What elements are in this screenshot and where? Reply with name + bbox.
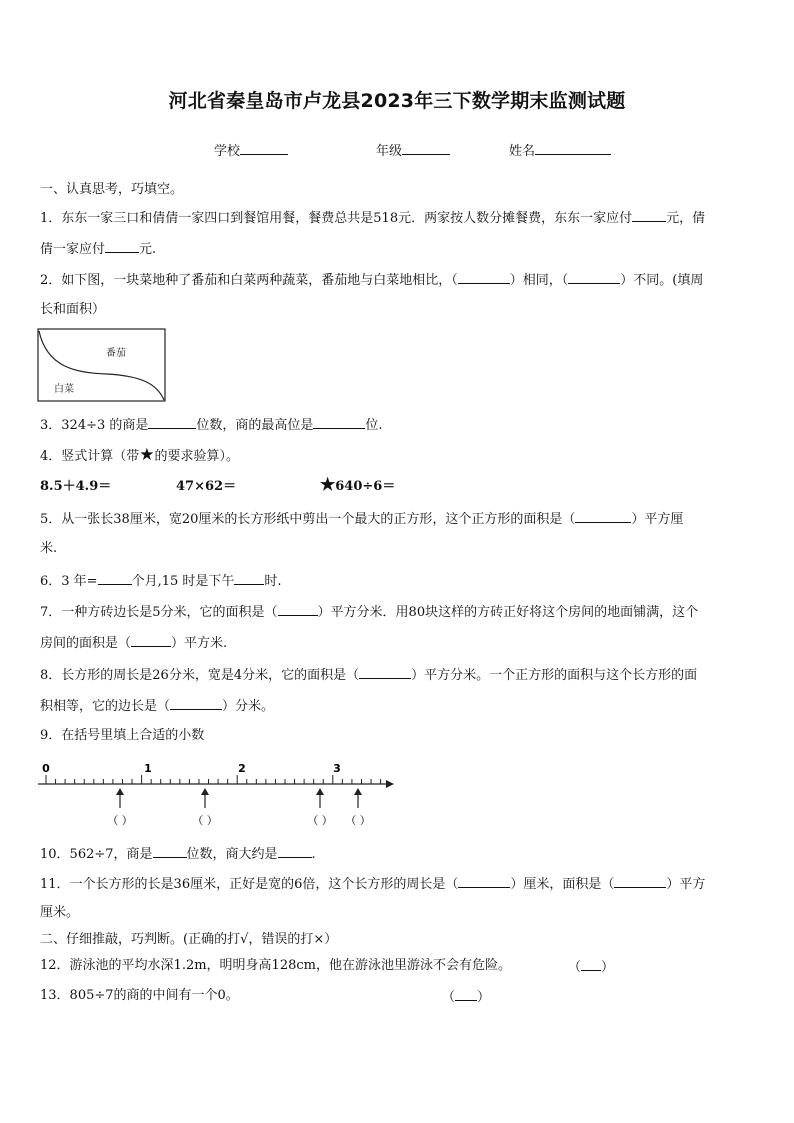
q12-line: 12．游泳池的平均水深1.2m，明明身高128cm，他在游泳池里游泳不会有危险。 bbox=[40, 958, 511, 973]
q8-blank-1[interactable] bbox=[359, 666, 411, 679]
q9-heading: 9．在括号里填上合适的小数 bbox=[40, 728, 205, 743]
q8-text-a: 8．长方形的周长是26分米，宽是4分米，它的面积是（ bbox=[40, 668, 360, 683]
q4-item-3 bbox=[320, 477, 395, 495]
number-line-label-2: 2 bbox=[238, 762, 246, 775]
q6-blank-1[interactable] bbox=[98, 572, 132, 585]
q3-blank-1[interactable] bbox=[148, 416, 196, 429]
q2-line2: 长和面积） bbox=[40, 302, 106, 317]
q4-text: 4．竖式计算（带 bbox=[40, 449, 140, 464]
q5-text-b: ）平方厘 bbox=[631, 512, 684, 527]
q11-blank-1[interactable] bbox=[458, 875, 510, 888]
number-line-ticks bbox=[46, 775, 381, 784]
school-blank[interactable] bbox=[240, 142, 288, 155]
q10-text-c: . bbox=[311, 847, 316, 862]
q5-line1 bbox=[40, 510, 683, 528]
page-title: 河北省秦皇岛市卢龙县2023年三下数学期末监测试题 bbox=[168, 90, 626, 112]
q11-text-a: 11．一个长方形的长是36厘米，正好是宽的6倍，这个长方形的周长是（ bbox=[40, 877, 459, 892]
up-arrow-icon bbox=[116, 788, 124, 808]
section-1-heading: 一、认真思考，巧填空。 bbox=[40, 182, 184, 197]
q1-text-b: 元，倩 bbox=[666, 211, 706, 226]
q7-line1 bbox=[40, 603, 698, 621]
answer-paren-1[interactable]: （ ） bbox=[107, 814, 133, 827]
q3-line bbox=[40, 416, 383, 434]
q8-text-c: 积相等，它的边长是（ bbox=[40, 699, 171, 714]
q11-blank-2[interactable] bbox=[614, 875, 666, 888]
vegetable-plot-figure bbox=[37, 328, 167, 403]
q10-text-b: 位数，商大约是 bbox=[186, 847, 278, 862]
q6-blank-2[interactable] bbox=[234, 572, 264, 585]
q5-blank[interactable] bbox=[575, 510, 631, 523]
q4-item-3-text: 640÷6＝ bbox=[335, 479, 396, 494]
q5-line2: 米. bbox=[40, 541, 58, 556]
star-icon: ★ bbox=[320, 475, 336, 495]
q8-text-b: ）平方分米。一个正方形的面积与这个长方形的面 bbox=[411, 668, 698, 683]
star-icon: ★ bbox=[139, 445, 155, 465]
q1-line2 bbox=[40, 240, 156, 258]
q6-text-a: 6．3 年= bbox=[40, 574, 98, 589]
number-line-label-0: 0 bbox=[42, 762, 50, 775]
number-line-arrowhead bbox=[386, 780, 394, 788]
q8-blank-2[interactable] bbox=[170, 697, 222, 710]
q12-answer[interactable] bbox=[568, 958, 614, 976]
q13-answer[interactable] bbox=[442, 988, 490, 1006]
q3-text-c: 位. bbox=[365, 418, 383, 433]
q13-paren-right: ） bbox=[477, 990, 491, 1005]
q12-paren-left: （ bbox=[568, 960, 582, 975]
q6-line bbox=[40, 572, 282, 590]
name-field bbox=[509, 142, 611, 160]
q7-line2 bbox=[40, 634, 227, 652]
q7-text-a: 7．一种方砖边长是5分米，它的面积是（ bbox=[40, 605, 278, 620]
grade-label: 年级 bbox=[376, 144, 403, 159]
q1-line1 bbox=[40, 209, 705, 227]
q11-text-c: ）平方 bbox=[666, 877, 706, 892]
number-line-label-3: 3 bbox=[333, 762, 341, 775]
q7-text-b: ）平方分米．用80块这样的方砖正好将这个房间的地面铺满，这个 bbox=[317, 605, 699, 620]
q11-text-b: ）厘米，面积是（ bbox=[510, 877, 615, 892]
q7-blank-2[interactable] bbox=[131, 634, 171, 647]
q6-text-c: 时. bbox=[264, 574, 282, 589]
q1-text-d: 元. bbox=[139, 242, 157, 257]
q3-text-b: 位数，商的最高位是 bbox=[196, 418, 314, 433]
q1-blank-2[interactable] bbox=[105, 240, 139, 253]
q7-text-d: ）平方米. bbox=[171, 636, 228, 651]
q11-line2: 厘米。 bbox=[40, 905, 80, 920]
q7-text-c: 房间的面积是（ bbox=[40, 636, 132, 651]
q1-text-c: 倩一家应付 bbox=[40, 242, 106, 257]
name-label: 姓名 bbox=[509, 144, 536, 159]
q6-text-b: 个月,15 时是下午 bbox=[131, 574, 235, 589]
q2-text-a: 2．如下图，一块菜地种了番茄和白菜两种蔬菜，番茄地与白菜地相比，（ bbox=[40, 273, 458, 288]
q1-blank-1[interactable] bbox=[632, 209, 666, 222]
q10-text-a: 10．562÷7，商是 bbox=[40, 847, 153, 862]
q12-paren-right: ） bbox=[601, 960, 615, 975]
q1-text-a: 1．东东一家三口和倩倩一家四口到餐馆用餐，餐费总共是518元．两家按人数分摊餐费，东东一家应付 bbox=[40, 211, 633, 226]
up-arrow-icon bbox=[354, 788, 362, 808]
tomato-label: 番茄 bbox=[106, 348, 126, 359]
grade-field bbox=[376, 142, 450, 160]
q2-blank-1[interactable] bbox=[458, 271, 510, 284]
section-2-heading: 二、仔细推敲，巧判断。(正确的打√，错误的打×） bbox=[40, 932, 338, 947]
cabbage-label: 白菜 bbox=[54, 384, 74, 395]
q4-text-b: 的要求验算）。 bbox=[154, 449, 240, 464]
q8-line2 bbox=[40, 697, 274, 715]
q8-line1 bbox=[40, 666, 697, 684]
school-field bbox=[214, 142, 288, 160]
name-blank[interactable] bbox=[535, 142, 611, 155]
grade-blank[interactable] bbox=[402, 142, 450, 155]
number-line-figure bbox=[36, 758, 396, 830]
q2-blank-2[interactable] bbox=[568, 271, 620, 284]
answer-paren-4[interactable]: （ ） bbox=[345, 814, 371, 827]
q10-blank-1[interactable] bbox=[153, 845, 187, 858]
q12-blank[interactable] bbox=[581, 958, 601, 971]
answer-paren-2[interactable]: （ ） bbox=[192, 814, 218, 827]
school-label: 学校 bbox=[214, 144, 241, 159]
answer-paren-3[interactable]: （ ） bbox=[307, 814, 333, 827]
q2-text-b: ）相同，（ bbox=[509, 273, 569, 288]
q3-blank-2[interactable] bbox=[313, 416, 365, 429]
q3-text-a: 3．324÷3 的商是 bbox=[40, 418, 149, 433]
q2-text-c: ）不同。(填周 bbox=[620, 273, 704, 288]
q11-line1 bbox=[40, 875, 705, 893]
up-arrow-icon bbox=[201, 788, 209, 808]
q2-line1 bbox=[40, 271, 703, 289]
q13-line: 13．805÷7的商的中间有一个0。 bbox=[40, 988, 239, 1003]
q8-text-d: ）分米。 bbox=[222, 699, 275, 714]
up-arrow-icon bbox=[316, 788, 324, 808]
q13-paren-left: （ bbox=[442, 990, 456, 1005]
q13-blank[interactable] bbox=[455, 988, 477, 1001]
q4-item-2: 47×62＝ bbox=[176, 479, 237, 494]
number-line-label-1: 1 bbox=[144, 762, 152, 775]
q7-blank-1[interactable] bbox=[278, 603, 318, 616]
q4-line bbox=[40, 447, 239, 465]
q10-blank-2[interactable] bbox=[278, 845, 312, 858]
q4-item-1: 8.5＋4.9＝ bbox=[40, 479, 112, 494]
q5-text-a: 5．从一张长38厘米，宽20厘米的长方形纸中剪出一个最大的正方形，这个正方形的面积是（ bbox=[40, 512, 576, 527]
q10-line bbox=[40, 845, 316, 863]
